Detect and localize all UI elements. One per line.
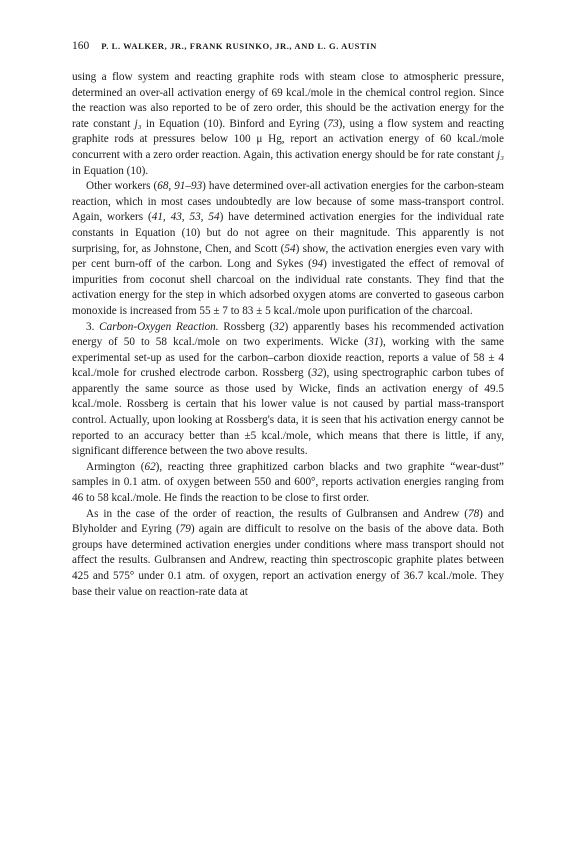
text-run: As in the case of the order of reaction, the results of Gulbransen and Andrew ( [86,507,468,520]
body-paragraph [72,460,504,507]
reference-citation: 31 [368,336,380,349]
body-paragraph [72,70,504,179]
text-run: ) and Blyholder and Eyring ( [72,507,504,536]
text-run: ) have determined activation energies for the individual rate constants in Equation (10) but do not agree on their magnitude. This apparently is not surprising, for, as Johnstone, Chen, and Scott ( [72,211,504,255]
body-paragraph [72,179,504,319]
article-body [72,70,504,600]
text-run: in Equation (10). Binford and Eyring ( [141,117,328,130]
reference-citation: 78 [467,507,480,520]
text-run: Other workers ( [86,180,158,193]
text-run: ), working with the same experimental set-up as used for the carbon–carbon dioxide reaction, reports a value of 58 ± 4 kcal./mole for crushed electrode carbon. Rossberg ( [72,336,504,380]
reference-citation: 73 [327,117,339,130]
text-run: ) have determined over-all activation energies for the carbon-steam reaction, which in most cases undoubtedly are low because of some mass-transport control. Again, workers ( [72,180,504,224]
section-heading: Carbon-Oxygen Reaction. [99,320,219,333]
body-paragraph [72,507,504,601]
text-run: using a flow system and reacting graphite rods with steam close to atmospheric pressure, determined an over-all activation energy of 69 kcal./mole in the chemical control region. Since the reaction was also reported to be of zero order, this should be the activation energy for the rate constant [72,71,504,130]
text-run: ), using spectrographic carbon tubes of apparently the same source as those used by Wicke, finds an activation energy of 49.5 kcal./mole. Rossberg is certain that his lower value is not caused by partial mass-transport control. Actually, upon looking at Rossberg's data, it is seen that his activation energy cannot be reported to an accuracy better than ±5 kcal./mole, which means that there is little, if any, significant difference between the two above results. [72,367,504,458]
reference-citation: 41, 43, 53, 54 [151,211,220,224]
reference-citation: 62 [144,460,156,473]
running-header-authors: P. L. WALKER, JR., FRANK RUSINKO, JR., AND L. G. AUSTIN [101,41,377,51]
text-run: Rossberg ( [218,320,274,333]
text-run: ) investigated the effect of removal of impurities from coconut shell charcoal on the individual rate constants. They find that the activation energy for the step in which adsorbed oxygen atoms are converted to gaseous carbon monoxide is increased from 55 ± 7 to 83 ± 5 kcal./mole upon purification of the charcoal. [72,258,505,317]
text-run: 3. [86,320,100,333]
text-run: Armington ( [86,460,145,473]
running-header [72,40,504,62]
reference-citation: 94 [311,258,324,271]
text-run: ) apparently bases his recommended activation energy of 50 to 58 kcal./mole on two experiments. Wicke ( [72,320,504,349]
text-run: ) again are difficult to resolve on the basis of the above data. Both groups have determined activation energies under conditions where mass transport should not affect the results. Gulbransen and Andrew, reacting thin spectroscopic graphite plates between 425 and 575° under 0.1 atm. of oxygen, report an activation energy of 36.7 kcal./mole. They base their value on reaction-rate data at [72,523,504,598]
text-run: in Equation (10). [72,164,149,177]
reference-citation: 54 [284,242,296,255]
math-term: j₃ [497,148,504,161]
reference-citation: 32 [311,367,323,380]
reference-citation: 79 [179,523,191,536]
text-run: ), reacting three graphitized carbon blacks and two graphite “wear-dust” samples in 0.1 atm. of oxygen between 550 and 600°, reports activation energies ranging from 46 to 58 kcal./mole. He finds the reaction to be close to first order. [72,460,505,505]
body-paragraph [72,320,504,460]
text-run: ), using a flow system and reacting graphite rods at pressures below 100 μ Hg, report an activation energy of 60 kcal./mole concurrent with a zero order reaction. Again, this activation energy should be for rate constant [72,117,504,161]
text-run: ) show, the activation energies even vary with per cent burn-off of the carbon. Long and Sykes ( [72,242,504,271]
reference-citation: 68, 91–93 [157,180,203,193]
page-number: 160 [72,40,90,52]
journal-page [72,40,504,600]
math-term: j₃ [134,117,142,130]
reference-citation: 32 [273,320,285,333]
